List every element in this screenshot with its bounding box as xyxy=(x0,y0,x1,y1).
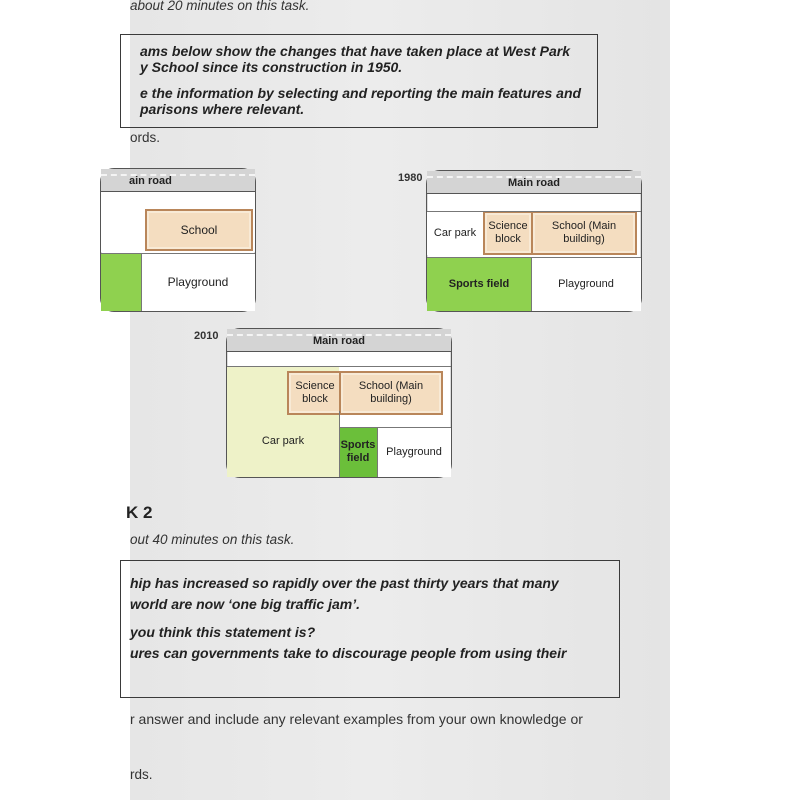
road-label: Main road xyxy=(313,335,365,347)
main-road xyxy=(227,329,451,352)
task2-word-count: rds. xyxy=(130,767,153,782)
task2-line3: you think this statement is? xyxy=(130,624,316,640)
car-park: Car park xyxy=(227,366,339,477)
school-main-building: School (Main building) xyxy=(339,371,443,415)
school-building: School xyxy=(145,209,253,251)
task2-line4: ures can governments take to discourage people from using their xyxy=(130,645,567,661)
playground: Playground xyxy=(531,257,641,311)
task1-line4: parisons where relevant. xyxy=(140,101,305,117)
word-count-line: ords. xyxy=(130,130,161,145)
map-1950 xyxy=(100,168,256,312)
year-1980: 1980 xyxy=(398,172,423,184)
road-label: ain road xyxy=(129,175,172,187)
task1-line2: y School since its construction in 1950. xyxy=(140,59,403,75)
task2-answer-instruction: r answer and include any relevant examples from your own knowledge or xyxy=(130,711,583,727)
road-label: Main road xyxy=(508,177,560,189)
science-block: Science block xyxy=(483,211,533,255)
task2-line2: world are now ‘one big traffic jam’. xyxy=(130,596,361,612)
sports-field: Sports field xyxy=(427,257,531,311)
task2-time: out 40 minutes on this task. xyxy=(130,532,295,547)
instruction-time: about 20 minutes on this task. xyxy=(130,0,310,13)
school-main-building: School (Main building) xyxy=(531,211,637,255)
sports-field: Sports field xyxy=(339,427,377,477)
map-1980 xyxy=(426,170,642,312)
playground: Playground xyxy=(141,253,255,311)
task1-line1: ams below show the changes that have taken place at West Park xyxy=(140,43,571,59)
task2-line1: hip has increased so rapidly over the past thirty years that many xyxy=(130,575,559,591)
main-road xyxy=(101,169,255,192)
sports-field xyxy=(101,253,141,311)
main-road xyxy=(427,171,641,194)
car-park: Car park xyxy=(427,211,483,255)
playground: Playground xyxy=(377,427,451,477)
textbook-page xyxy=(126,0,670,800)
task2-heading: K 2 xyxy=(126,503,153,522)
science-block: Science block xyxy=(287,371,343,415)
year-2010: 2010 xyxy=(194,330,219,342)
map-2010 xyxy=(226,328,452,478)
task1-line3: e the information by selecting and reporting the main features and xyxy=(140,85,582,101)
